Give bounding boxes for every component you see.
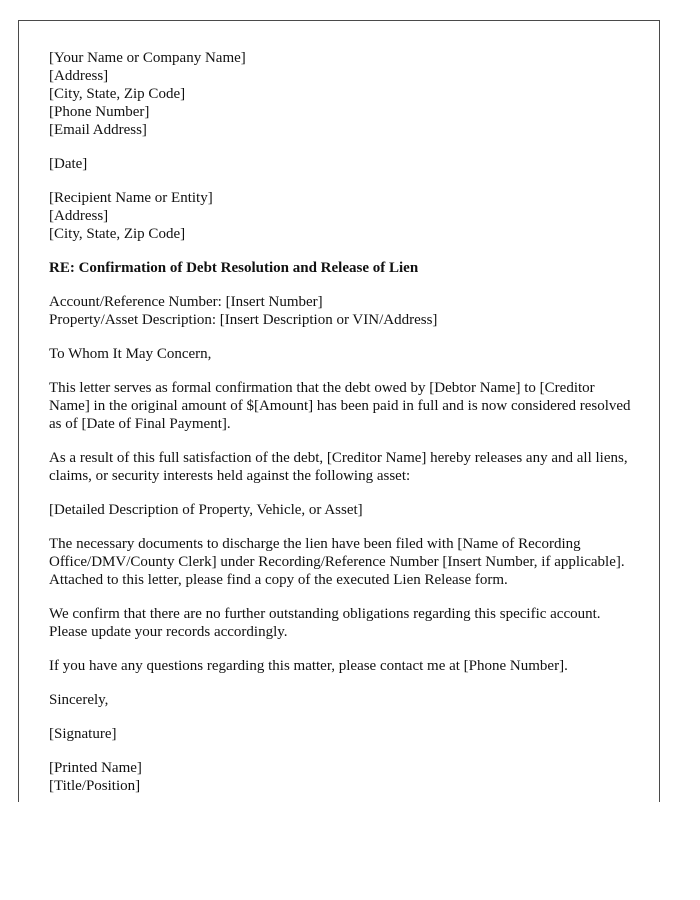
- recipient-city-state-zip: [City, State, Zip Code]: [49, 226, 186, 242]
- signer-block: [49, 759, 639, 795]
- recipient-block: [49, 189, 639, 243]
- recipient-name: [Recipient Name or Entity]: [49, 190, 213, 206]
- paragraph-confirmation: This letter serves as formal confirmation that the debt owed by [Debtor Name] to [Creditor Name] in the original amount of $[Amount] has been paid in full and is now considered resolved as of [Date of Final Payment].: [49, 380, 631, 432]
- salutation: To Whom It May Concern,: [49, 346, 212, 362]
- sender-address: [Address]: [49, 68, 109, 84]
- paragraph-release: As a result of this full satisfaction of the debt, [Creditor Name] hereby releases any and all liens, claims, or security interests held against the following asset:: [49, 450, 628, 484]
- signature-placeholder: [Signature]: [49, 726, 117, 742]
- property-description: Property/Asset Description: [Insert Description or VIN/Address]: [49, 312, 438, 328]
- letter-content: [49, 49, 639, 795]
- sender-name: [Your Name or Company Name]: [49, 50, 246, 66]
- letter-date: [Date]: [49, 156, 88, 172]
- sender-email: [Email Address]: [49, 122, 147, 138]
- paragraph-contact: If you have any questions regarding this matter, please contact me at [Phone Number].: [49, 658, 568, 674]
- paragraph-filing: The necessary documents to discharge the lien have been filed with [Name of Recording Office/DMV/County Clerk] under Recording/Reference Number [Insert Number, if applicable]. Attached to this letter, please find a copy of the executed Lien Release form.: [49, 536, 625, 588]
- sender-phone: [Phone Number]: [49, 104, 150, 120]
- paragraph-asset: [Detailed Description of Property, Vehicle, or Asset]: [49, 502, 363, 518]
- letter-page: [18, 20, 660, 802]
- signer-title: [Title/Position]: [49, 778, 141, 794]
- subject-line: RE: Confirmation of Debt Resolution and Release of Lien: [49, 260, 419, 276]
- closing: Sincerely,: [49, 692, 109, 708]
- recipient-address: [Address]: [49, 208, 109, 224]
- paragraph-obligations: We confirm that there are no further outstanding obligations regarding this specific account. Please update your records accordingly.: [49, 606, 601, 640]
- reference-block: [49, 293, 639, 329]
- date-block: [49, 155, 639, 173]
- printed-name: [Printed Name]: [49, 760, 142, 776]
- account-reference: Account/Reference Number: [Insert Number]: [49, 294, 323, 310]
- sender-block: [49, 49, 639, 139]
- sender-city-state-zip: [City, State, Zip Code]: [49, 86, 186, 102]
